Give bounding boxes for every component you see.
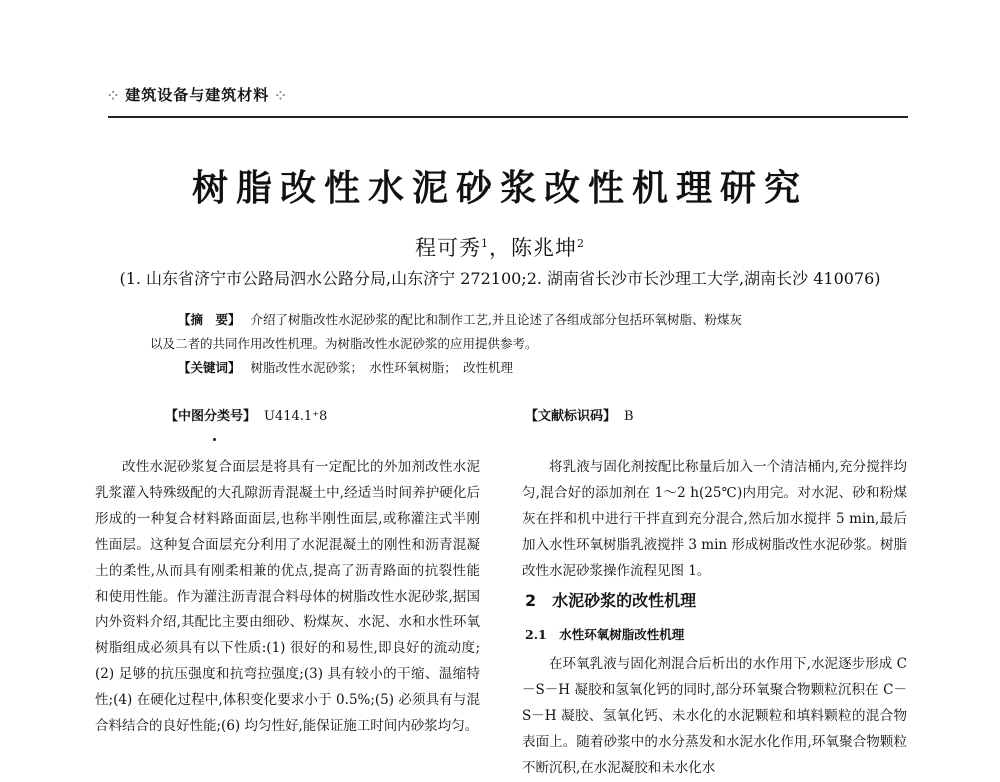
keywords-text: 树脂改性水泥砂浆； 水性环氧树脂； 改性机理: [250, 360, 514, 375]
abstract-label: 【摘 要】: [178, 312, 241, 327]
header-ornament-left: ⁘: [108, 89, 120, 103]
abstract: [150, 308, 890, 380]
document-code: [525, 405, 634, 424]
header-rule: [108, 116, 908, 118]
document-code-label: 【文献标识码】: [525, 409, 617, 424]
header-section: 建筑设备与建筑材料: [125, 86, 270, 104]
author-mark: 1: [481, 237, 489, 250]
subsection-heading: 2.1 水性环氧树脂改性机理: [525, 627, 685, 642]
abstract-line: 介绍了树脂改性水泥砂浆的配比和制作工艺,并且论述了各组成部分包括环氧树脂、粉煤灰: [250, 312, 742, 327]
classification-label: 【中图分类号】: [165, 409, 257, 424]
authors: [0, 232, 1000, 262]
section-heading: 2 水泥砂浆的改性机理: [525, 591, 697, 610]
body-paragraph: 改性水泥砂浆复合面层是将具有一定配比的外加剂改性水泥乳浆灌入特殊级配的大孔隙沥青混凝土中,经适当时间养护硬化后形成的一种复合材料路面面层,也称半刚性面层,或称灌注式半刚性面层。这种复合面层充分利用了水泥混凝土的刚性和沥青混凝土的柔性,从而具有刚柔相兼的优点,提高了沥青路面的抗裂性能和使用性能。作为灌注沥青混合料母体的树脂改性水泥砂浆,据国内外资料介绍,其配比主要由细砂、粉煤灰、水泥、水和水性环氧树脂组成必须具有以下性质:(1) 很好的和易性,即良好的流动度;(2) 足够的抗压强度和抗弯拉强度;(3) 具有较小的干缩、温缩特性;(4) 在硬化过程中,体积变化要求小于 0.5%;(5) 必须具有与混合料结合的良好性能;(6) 均匀性好,能保证施工时间内砂浆均匀。: [95, 459, 480, 735]
author-name: 程可秀: [415, 236, 481, 260]
left-column: [95, 455, 480, 740]
author-name: 陈兆坤: [511, 236, 577, 260]
abstract-line: 以及二者的共同作用改性机理。为树脂改性水泥砂浆的应用提供参考。: [150, 336, 538, 351]
keywords-label: 【关键词】: [178, 360, 241, 375]
document-code-value: B: [624, 409, 634, 424]
body-paragraph: 将乳液与固化剂按配比称量后加入一个清洁桶内,充分搅拌均匀,混合好的添加剂在 1～2 h(25℃)内用完。对水泥、砂和粉煤灰在拌和机中进行干拌直到充分混合,然后加水搅拌 5 min,最后加入水性环氧树脂乳液搅拌 3 min 形成树脂改性水泥砂浆。树脂改性水泥砂浆操作流程见图 1。: [522, 459, 907, 579]
paper-title: 树脂改性水泥砂浆改性机理研究: [191, 167, 808, 209]
header-ornament-right: ⁘: [275, 89, 287, 103]
affiliation: (1. 山东省济宁市公路局泗水公路分局,山东济宁 272100;2. 湖南省长沙市长沙理工大学,湖南长沙 410076): [119, 269, 881, 288]
body-paragraph: 在环氧乳液与固化剂混合后析出的水作用下,水泥逐步形成 C－S－H 凝胶和氢氧化钙的同时,部分环氧聚合物颗粒沉积在 C－S－H 凝胶、氢氧化钙、未水化的水泥颗粒和填料颗粒的混合物表面上。随着砂浆中的水分蒸发和水泥水化作用,环氧聚合物颗粒不断沉积,在水泥凝胶和未水化水: [522, 656, 907, 776]
classification-value: U414.1⁺8: [264, 409, 328, 424]
right-column-continued: [522, 652, 907, 782]
right-column: [522, 455, 907, 585]
author-separator: ，: [489, 236, 511, 260]
author-mark: 2: [577, 237, 585, 250]
speck: [213, 438, 216, 441]
classification-number: [165, 405, 327, 424]
running-header: [108, 84, 287, 105]
